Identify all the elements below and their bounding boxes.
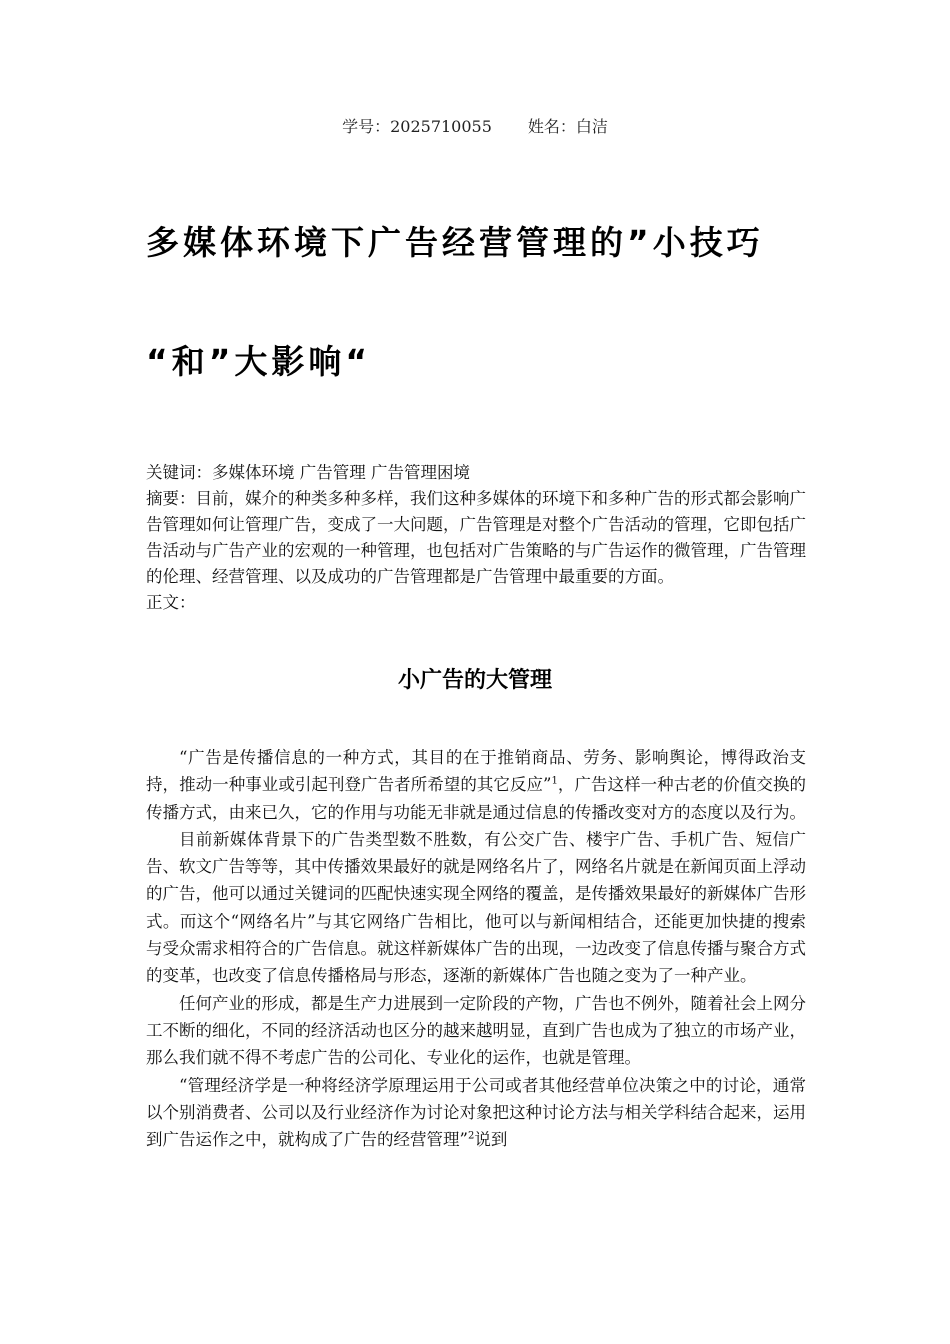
paragraph-text: “广告是传播信息的一种方式，其目的在于推销商品、劳务、影响舆论，博得政治支持，推动一种事业或引起刊登广告者所希望的其它反应”	[146, 748, 806, 795]
student-id-label: 学号：	[342, 117, 391, 136]
document-title-line-2: “和”大影响“	[146, 342, 372, 381]
paragraph-text: 说到	[474, 1130, 508, 1150]
paragraph-text: ，广告这样一种古老的价值交换的传播方式，由来已久，它的作用与功能无非就是通过信息的传播改变对方的态度以及行为。	[146, 775, 807, 822]
paragraph-text: “管理经济学是一种将经济学原理运用于公司或者其他经营单位决策之中的讨论，通常以个别消费者、公司以及行业经济作为讨论对象把这种讨论方法与相关学科结合起来，运用到广告运作之中，就构成了广告的经营管理”	[146, 1075, 806, 1150]
student-info-line	[0, 116, 950, 138]
body-paragraph-3: 任何产业的形成，都是生产力进展到一定阶段的产物，广告也不例外，随着社会上网分工不断的细化，不同的经济活动也区分的越来越明显，直到广告也成为了独立的市场产业，那么我们就不得不考虑广告的公司化、专业化的运作，也就是管理。	[146, 993, 806, 1068]
footnote-ref-1: 1	[551, 775, 558, 787]
body-paragraph-4	[146, 1072, 806, 1154]
footnote-ref-2: 2	[467, 1130, 475, 1142]
keywords-line: 关键词：多媒体环境 广告管理 广告管理困境	[146, 463, 470, 482]
student-name: 白洁	[575, 117, 608, 136]
student-name-label: 姓名：	[527, 117, 576, 136]
body-label: 正文：	[146, 593, 196, 612]
body-text	[146, 744, 806, 1153]
body-paragraph-2: 目前新媒体背景下的广告类型数不胜数，有公交广告、楼宇广告、手机广告、短信广告、软文广告等等，其中传播效果最好的就是网络名片了，网络名片就是在新闻页面上浮动的广告，他可以通过关键词的匹配快速实现全网络的覆盖，是传播效果最好的新媒体广告形式。而这个“网络名片”与其它网络广告相比，他可以与新闻相结合，还能更加快捷的搜索与受众需求相符合的广告信息。就这样新媒体广告的出现，一边改变了信息传播与聚合方式的变革，也改变了信息传播格局与形态，逐渐的新媒体广告也随之变为了一种产业。	[146, 829, 806, 986]
abstract-paragraph: 摘要：目前，媒介的种类多种多样，我们这种多媒体的环境下和多种广告的形式都会影响广告管理如何让管理广告，变成了一大问题，广告管理是对整个广告活动的管理，它即包括广告活动与广告产业的宏观的一种管理，也包括对广告策略的与广告运作的微管理，广告管理的伦理、经营管理、以及成功的广告管理都是广告管理中最重要的方面。	[146, 489, 806, 586]
student-id: 2025710055	[390, 117, 492, 136]
meta-block	[146, 460, 806, 616]
document-title-line-1: 多媒体环境下广告经营管理的”小技巧	[146, 223, 764, 262]
section-heading: 小广告的大管理	[397, 668, 552, 693]
body-paragraph-1	[146, 744, 806, 826]
